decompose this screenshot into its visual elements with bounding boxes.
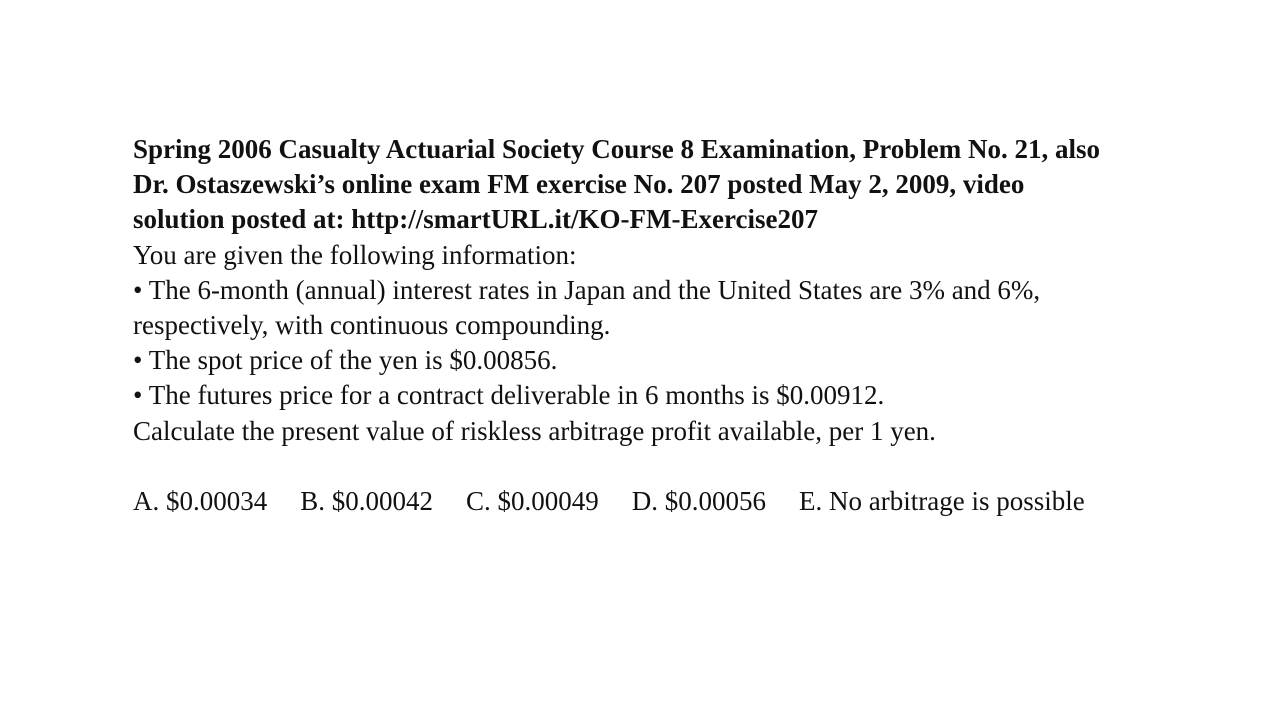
header-line-1: Spring 2006 Casualty Actuarial Society Course 8 Examination, Problem No. 21, also [133, 134, 1101, 164]
problem-document [133, 132, 1253, 519]
answer-choices [133, 484, 1253, 519]
problem-question: Calculate the present value of riskless arbitrage profit available, per 1 yen. [133, 415, 936, 446]
header-line-2: Dr. Ostaszewski’s online exam FM exercise No. 207 posted May 2, 2009, video [133, 169, 1025, 200]
choice-d: D. $0.00056 [631, 485, 767, 516]
choice-b: B. $0.00042 [300, 485, 434, 516]
bullet-interest-rates-continued: respectively, with continuous compounding. [133, 310, 611, 341]
bullet-interest-rates: • The 6-month (annual) interest rates in Japan and the United States are 3% and 6%, [133, 274, 1041, 305]
choice-e: E. No arbitrage is possible [799, 485, 1085, 516]
header-line-3: solution posted at: http://smartURL.it/KO-FM-Exercise207 [133, 204, 818, 235]
problem-intro: You are given the following information: [133, 239, 577, 270]
spacer [133, 449, 1253, 484]
bullet-spot-price: • The spot price of the yen is $0.00856. [133, 345, 558, 376]
choice-a: A. $0.00034 [133, 485, 268, 516]
choice-c: C. $0.00049 [466, 485, 599, 516]
bullet-futures-price: • The futures price for a contract deliverable in 6 months is $0.00912. [133, 380, 885, 411]
